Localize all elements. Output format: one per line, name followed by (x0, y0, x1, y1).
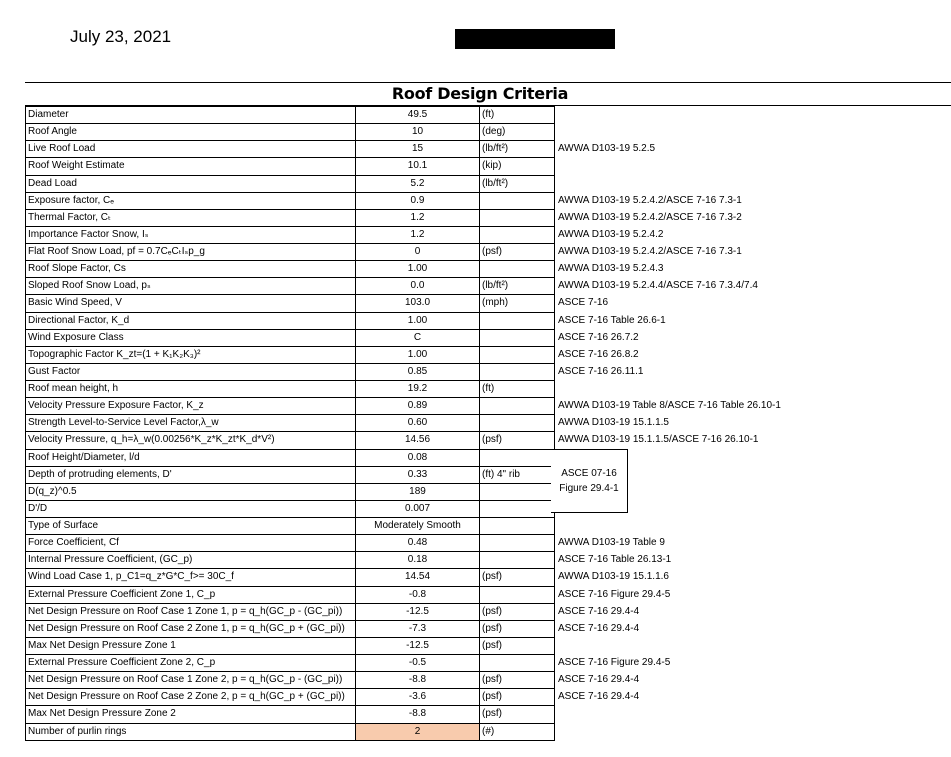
row-value: 103.0 (356, 295, 480, 312)
row-reference: AWWA D103-19 5.2.4.2/ASCE 7-16 7.3-2 (558, 211, 742, 223)
row-reference: ASCE 7-16 29.4-4 (558, 691, 640, 703)
table-row (26, 518, 948, 535)
row-unit: (deg) (480, 124, 555, 141)
row-value: -12.5 (356, 637, 480, 654)
row-value: 0.0 (356, 278, 480, 295)
row-reference: ASCE 7-16 26.8.2 (558, 348, 639, 360)
row-unit: (#) (480, 723, 555, 740)
row-label: Topographic Factor K_zt=(1 + K₁K₂K₃)² (26, 346, 356, 363)
row-label: Internal Pressure Coefficient, (GC_p) (26, 552, 356, 569)
row-unit (480, 329, 555, 346)
table-row (26, 723, 948, 740)
row-value: 5.2 (356, 175, 480, 192)
table-row (26, 466, 948, 483)
row-reference: AWWA D103-19 15.1.1.5/ASCE 7-16 26.10-1 (558, 434, 759, 446)
table-row (26, 569, 948, 586)
row-value: 14.54 (356, 569, 480, 586)
row-reference (555, 175, 948, 192)
table-row (26, 637, 948, 654)
row-value: -3.6 (356, 689, 480, 706)
row-unit: (psf) (480, 244, 555, 261)
row-unit (480, 655, 555, 672)
table-row (26, 192, 948, 209)
row-reference: AWWA D103-19 5.2.5 (558, 143, 656, 155)
table-row (26, 415, 948, 432)
table-row (26, 500, 948, 517)
row-value: 0.33 (356, 466, 480, 483)
row-reference: ASCE 7-16 29.4-4 (558, 674, 640, 686)
row-value: 1.00 (356, 346, 480, 363)
row-unit (480, 192, 555, 209)
row-label: Dead Load (26, 175, 356, 192)
row-reference (555, 158, 948, 175)
row-reference: ASCE 7-16 26.7.2 (558, 331, 639, 343)
row-label: Wind Load Case 1, p_C1=q_z*G*C_f>= 30C_f (26, 569, 356, 586)
table-row (26, 295, 948, 312)
row-reference (555, 124, 948, 141)
row-label: Diameter (26, 107, 356, 124)
row-reference: AWWA D103-19 Table 8/ASCE 7-16 Table 26.10-1 (558, 400, 781, 412)
row-value: 0.18 (356, 552, 480, 569)
row-unit: (kip) (480, 158, 555, 175)
table-row (26, 620, 948, 637)
row-label: External Pressure Coefficient Zone 2, C_p (26, 655, 356, 672)
table-row (26, 244, 948, 261)
row-reference: ASCE 7-16 Figure 29.4-5 (558, 657, 671, 669)
row-label: Roof Angle (26, 124, 356, 141)
table-row (26, 226, 948, 243)
row-unit (480, 363, 555, 380)
row-label: Net Design Pressure on Roof Case 1 Zone 1, p = q_h(GC_p - (GC_pi)) (26, 603, 356, 620)
row-reference: AWWA D103-19 5.2.4.2 (558, 228, 664, 240)
row-value: 0 (356, 244, 480, 261)
row-label: Number of purlin rings (26, 723, 356, 740)
row-value: -12.5 (356, 603, 480, 620)
row-value: -0.5 (356, 655, 480, 672)
row-value: 0.89 (356, 398, 480, 415)
table-row (26, 346, 948, 363)
row-label: Directional Factor, K_d (26, 312, 356, 329)
row-reference: AWWA D103-19 5.2.4.3 (558, 263, 664, 275)
row-unit (480, 346, 555, 363)
table-row (26, 432, 948, 449)
table-row (26, 535, 948, 552)
row-reference (555, 518, 948, 535)
row-label: Force Coefficient, Cf (26, 535, 356, 552)
document-date: July 23, 2021 (70, 27, 172, 46)
row-reference (555, 723, 948, 740)
row-unit: (lb/ft²) (480, 278, 555, 295)
row-label: Strength Level-to-Service Level Factor,λ_w (26, 415, 356, 432)
row-value: 1.2 (356, 209, 480, 226)
table-row (26, 158, 948, 175)
row-unit (480, 398, 555, 415)
row-unit: (psf) (480, 672, 555, 689)
row-unit (480, 586, 555, 603)
row-unit (480, 483, 555, 500)
row-reference (555, 381, 948, 398)
roof-design-sheet (25, 82, 951, 737)
row-reference: AWWA D103-19 5.2.4.4/ASCE 7-16 7.3.4/7.4 (558, 280, 758, 292)
row-label: Roof Weight Estimate (26, 158, 356, 175)
table-row (26, 655, 948, 672)
row-label: Type of Surface (26, 518, 356, 535)
row-value: 0.60 (356, 415, 480, 432)
row-reference: ASCE 7-16 Figure 29.4-5 (558, 588, 671, 600)
row-unit: (ft) 4" rib (480, 466, 555, 483)
table-row (26, 381, 948, 398)
reference-box (551, 449, 628, 513)
row-unit (480, 500, 555, 517)
row-unit (480, 226, 555, 243)
row-value: 14.56 (356, 432, 480, 449)
row-value: 189 (356, 483, 480, 500)
row-label: Live Roof Load (26, 141, 356, 158)
row-label: Velocity Pressure, q_h=λ_w(0.00256*K_z*K_zt*K_d*V²) (26, 432, 356, 449)
row-unit: (psf) (480, 689, 555, 706)
row-value: -8.8 (356, 672, 480, 689)
row-label: Gust Factor (26, 363, 356, 380)
row-unit (480, 261, 555, 278)
reference-box-line1: ASCE 07-16 (561, 468, 617, 479)
row-label: Flat Roof Snow Load, pf = 0.7CₑCₜIₛp_g (26, 244, 356, 261)
row-label: Basic Wind Speed, V (26, 295, 356, 312)
row-label: Net Design Pressure on Roof Case 2 Zone 1, p = q_h(GC_p + (GC_pi)) (26, 620, 356, 637)
row-unit (480, 535, 555, 552)
table-row (26, 124, 948, 141)
row-label: External Pressure Coefficient Zone 1, C_p (26, 586, 356, 603)
row-label: Roof mean height, h (26, 381, 356, 398)
row-unit: (ft) (480, 381, 555, 398)
row-label: Roof Height/Diameter, l/d (26, 449, 356, 466)
table-row (26, 483, 948, 500)
table-row (26, 107, 948, 124)
row-value: 10 (356, 124, 480, 141)
row-value: C (356, 329, 480, 346)
row-value: -8.8 (356, 706, 480, 723)
row-reference (555, 706, 948, 723)
row-unit (480, 552, 555, 569)
table-row (26, 672, 948, 689)
row-label: D(q_z)^0.5 (26, 483, 356, 500)
redacted-block (455, 29, 615, 49)
row-reference: ASCE 7-16 Table 26.13-1 (558, 554, 672, 566)
row-label: Importance Factor Snow, Iₛ (26, 226, 356, 243)
table-row (26, 209, 948, 226)
row-unit (480, 518, 555, 535)
row-reference: ASCE 7-16 29.4-4 (558, 605, 640, 617)
row-label: Thermal Factor, Cₜ (26, 209, 356, 226)
row-value: Moderately Smooth (356, 518, 480, 535)
row-unit: (psf) (480, 432, 555, 449)
row-reference: ASCE 7-16 29.4-4 (558, 622, 640, 634)
row-value: 0.08 (356, 449, 480, 466)
table-row (26, 312, 948, 329)
row-reference: AWWA D103-19 5.2.4.2/ASCE 7-16 7.3-1 (558, 194, 742, 206)
table-row (26, 603, 948, 620)
table-row (26, 261, 948, 278)
row-value: 49.5 (356, 107, 480, 124)
row-value: 1.00 (356, 312, 480, 329)
row-unit (480, 312, 555, 329)
sheet-title: Roof Design Criteria (391, 84, 569, 103)
row-label: Depth of protruding elements, D' (26, 466, 356, 483)
row-label: Net Design Pressure on Roof Case 1 Zone 2, p = q_h(GC_p - (GC_pi)) (26, 672, 356, 689)
table-row (26, 278, 948, 295)
row-value: 10.1 (356, 158, 480, 175)
row-value: 1.00 (356, 261, 480, 278)
row-reference (555, 637, 948, 654)
table-row (26, 586, 948, 603)
row-reference: ASCE 7-16 (558, 297, 609, 309)
row-unit: (psf) (480, 706, 555, 723)
row-unit: (ft) (480, 107, 555, 124)
row-label: D'/D (26, 500, 356, 517)
table-row (26, 706, 948, 723)
table-row (26, 398, 948, 415)
row-value: 0.007 (356, 500, 480, 517)
row-value: 0.85 (356, 363, 480, 380)
row-value: 0.9 (356, 192, 480, 209)
row-value: 0.48 (356, 535, 480, 552)
row-unit: (psf) (480, 603, 555, 620)
reference-box-line2: Figure 29.4-1 (559, 483, 619, 494)
row-reference: AWWA D103-19 15.1.1.5 (558, 417, 669, 429)
row-label: Wind Exposure Class (26, 329, 356, 346)
table-row (26, 552, 948, 569)
row-unit: (psf) (480, 637, 555, 654)
row-unit: (psf) (480, 620, 555, 637)
row-reference: AWWA D103-19 5.2.4.2/ASCE 7-16 7.3-1 (558, 246, 742, 258)
row-value: -7.3 (356, 620, 480, 637)
row-value: -0.8 (356, 586, 480, 603)
row-label: Max Net Design Pressure Zone 1 (26, 637, 356, 654)
criteria-table (25, 106, 948, 741)
row-unit: (mph) (480, 295, 555, 312)
row-reference: AWWA D103-19 15.1.1.6 (558, 571, 669, 583)
row-unit (480, 449, 555, 466)
table-row (26, 329, 948, 346)
table-row (26, 141, 948, 158)
row-unit: (lb/ft²) (480, 175, 555, 192)
row-reference: ASCE 7-16 26.11.1 (558, 365, 644, 377)
row-label: Velocity Pressure Exposure Factor, K_z (26, 398, 356, 415)
table-row (26, 363, 948, 380)
row-unit (480, 209, 555, 226)
row-label: Net Design Pressure on Roof Case 2 Zone 2, p = q_h(GC_p + (GC_pi)) (26, 689, 356, 706)
row-unit: (psf) (480, 569, 555, 586)
row-reference (555, 107, 948, 124)
row-label: Max Net Design Pressure Zone 2 (26, 706, 356, 723)
row-unit (480, 415, 555, 432)
row-label: Sloped Roof Snow Load, pₛ (26, 278, 356, 295)
row-reference: AWWA D103-19 Table 9 (558, 537, 665, 549)
row-value: 15 (356, 141, 480, 158)
row-label: Roof Slope Factor, Cs (26, 261, 356, 278)
row-value: 1.2 (356, 226, 480, 243)
row-reference: ASCE 7-16 Table 26.6-1 (558, 314, 666, 326)
row-value: 19.2 (356, 381, 480, 398)
table-row (26, 449, 948, 466)
table-row (26, 689, 948, 706)
row-unit: (lb/ft²) (480, 141, 555, 158)
purlin-rings-input[interactable]: 2 (356, 723, 480, 740)
table-row (26, 175, 948, 192)
top-rule (25, 82, 951, 83)
row-label: Exposure factor, Cₑ (26, 192, 356, 209)
